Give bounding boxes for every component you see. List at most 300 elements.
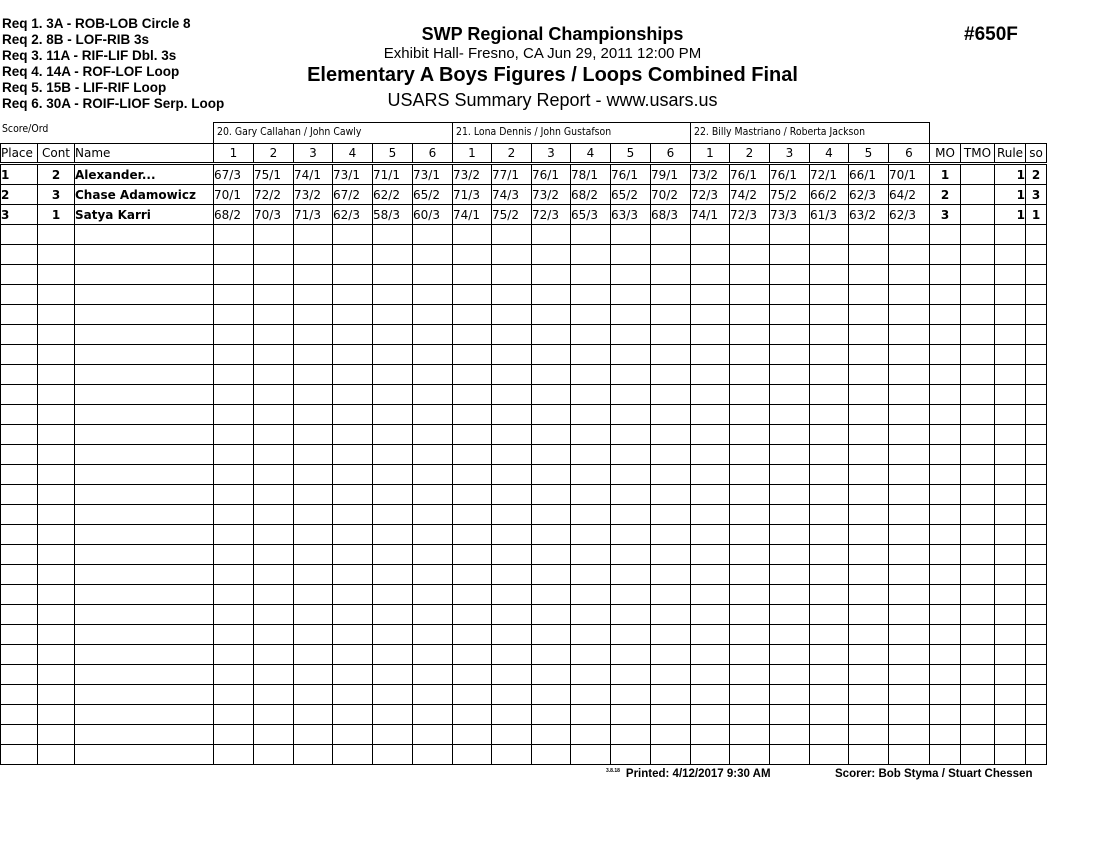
empty-cell <box>961 605 995 625</box>
empty-cell <box>333 745 373 765</box>
empty-cell <box>930 545 961 565</box>
empty-cell <box>849 445 889 465</box>
empty-cell <box>691 645 730 665</box>
empty-cell <box>611 225 651 245</box>
empty-cell <box>453 345 492 365</box>
empty-cell <box>849 565 889 585</box>
empty-cell <box>413 365 453 385</box>
col-j3-fig6: 6 <box>889 144 930 164</box>
empty-cell <box>413 625 453 645</box>
empty-cell <box>571 505 611 525</box>
empty-cell <box>995 325 1026 345</box>
empty-cell <box>889 505 930 525</box>
empty-cell <box>413 225 453 245</box>
empty-cell <box>1 265 38 285</box>
empty-cell <box>532 425 571 445</box>
empty-cell <box>691 285 730 305</box>
empty-cell <box>571 265 611 285</box>
empty-cell <box>413 385 453 405</box>
empty-row <box>1 665 1047 685</box>
empty-cell <box>930 385 961 405</box>
empty-cell <box>492 565 532 585</box>
empty-cell <box>611 485 651 505</box>
empty-cell <box>1 305 38 325</box>
empty-cell <box>532 285 571 305</box>
empty-cell <box>1026 445 1047 465</box>
empty-cell <box>214 365 254 385</box>
empty-cell <box>770 425 810 445</box>
empty-cell <box>294 685 333 705</box>
empty-cell <box>770 345 810 365</box>
empty-cell <box>254 525 294 545</box>
empty-cell <box>849 365 889 385</box>
empty-cell <box>492 705 532 725</box>
empty-cell <box>75 325 214 345</box>
empty-cell <box>961 485 995 505</box>
empty-cell <box>770 265 810 285</box>
empty-cell <box>889 565 930 585</box>
empty-cell <box>492 505 532 525</box>
empty-cell <box>889 365 930 385</box>
empty-cell <box>333 505 373 525</box>
empty-cell <box>254 485 294 505</box>
score-cell: 76/1 <box>730 164 770 185</box>
empty-cell <box>961 225 995 245</box>
empty-cell <box>930 625 961 645</box>
empty-cell <box>651 745 691 765</box>
empty-row <box>1 705 1047 725</box>
empty-cell <box>214 445 254 465</box>
empty-cell <box>1 365 38 385</box>
empty-cell <box>532 525 571 545</box>
empty-cell <box>961 425 995 445</box>
empty-cell <box>849 585 889 605</box>
empty-cell <box>294 605 333 625</box>
score-cell: 73/1 <box>333 164 373 185</box>
empty-cell <box>849 645 889 665</box>
empty-cell <box>492 625 532 645</box>
empty-cell <box>770 445 810 465</box>
empty-cell <box>373 345 413 365</box>
empty-cell <box>373 505 413 525</box>
empty-cell <box>810 565 849 585</box>
empty-cell <box>651 545 691 565</box>
tmo-cell <box>961 164 995 185</box>
score-cell: 65/3 <box>571 205 611 225</box>
empty-cell <box>1026 665 1047 685</box>
empty-cell <box>492 465 532 485</box>
empty-row <box>1 645 1047 665</box>
empty-cell <box>532 505 571 525</box>
empty-cell <box>691 425 730 445</box>
empty-cell <box>532 305 571 325</box>
empty-cell <box>930 325 961 345</box>
empty-cell <box>730 245 770 265</box>
empty-cell <box>453 725 492 745</box>
empty-cell <box>691 385 730 405</box>
empty-cell <box>373 385 413 405</box>
empty-cell <box>889 745 930 765</box>
empty-cell <box>333 285 373 305</box>
empty-row <box>1 305 1047 325</box>
empty-cell <box>889 285 930 305</box>
empty-cell <box>254 605 294 625</box>
empty-cell <box>333 705 373 725</box>
empty-cell <box>38 505 75 525</box>
requirement-3: Req 3. 11A - RIF-LIF Dbl. 3s <box>2 48 177 63</box>
empty-cell <box>532 545 571 565</box>
col-rule: Rule <box>995 144 1026 164</box>
empty-cell <box>810 745 849 765</box>
empty-cell <box>730 685 770 705</box>
score-cell: 68/2 <box>214 205 254 225</box>
empty-cell <box>611 465 651 485</box>
empty-cell <box>532 645 571 665</box>
empty-cell <box>810 485 849 505</box>
empty-cell <box>810 625 849 645</box>
empty-cell <box>333 245 373 265</box>
empty-cell <box>651 585 691 605</box>
empty-cell <box>730 665 770 685</box>
empty-cell <box>770 485 810 505</box>
empty-cell <box>38 365 75 385</box>
empty-cell <box>571 385 611 405</box>
empty-cell <box>254 565 294 585</box>
empty-cell <box>770 465 810 485</box>
empty-cell <box>849 465 889 485</box>
tmo-cell <box>961 185 995 205</box>
empty-cell <box>453 605 492 625</box>
empty-cell <box>691 745 730 765</box>
score-cell: 67/2 <box>333 185 373 205</box>
empty-row <box>1 465 1047 485</box>
empty-cell <box>691 405 730 425</box>
empty-cell <box>849 405 889 425</box>
empty-cell <box>849 325 889 345</box>
empty-cell <box>333 545 373 565</box>
empty-cell <box>38 465 75 485</box>
empty-cell <box>373 725 413 745</box>
cont-cell: 1 <box>38 205 75 225</box>
empty-cell <box>810 225 849 245</box>
empty-cell <box>995 705 1026 725</box>
empty-cell <box>333 385 373 405</box>
empty-cell <box>75 625 214 645</box>
empty-cell <box>75 385 214 405</box>
score-cell: 63/3 <box>611 205 651 225</box>
empty-cell <box>1026 745 1047 765</box>
empty-cell <box>730 605 770 625</box>
empty-cell <box>492 725 532 745</box>
empty-cell <box>770 625 810 645</box>
score-cell: 75/2 <box>492 205 532 225</box>
empty-cell <box>961 305 995 325</box>
empty-cell <box>373 565 413 585</box>
empty-cell <box>333 365 373 385</box>
empty-cell <box>453 705 492 725</box>
empty-row <box>1 585 1047 605</box>
empty-cell <box>1 725 38 745</box>
empty-cell <box>453 645 492 665</box>
empty-cell <box>1 525 38 545</box>
mo-cell: 2 <box>930 185 961 205</box>
score-cell: 72/3 <box>730 205 770 225</box>
empty-cell <box>571 645 611 665</box>
empty-cell <box>571 285 611 305</box>
score-cell: 74/1 <box>294 164 333 185</box>
score-cell: 76/1 <box>770 164 810 185</box>
empty-cell <box>333 565 373 585</box>
empty-cell <box>1 445 38 465</box>
empty-cell <box>254 625 294 645</box>
competition-title: SWP Regional Championships <box>421 24 684 44</box>
empty-cell <box>38 385 75 405</box>
empty-cell <box>995 545 1026 565</box>
empty-cell <box>1 345 38 365</box>
empty-cell <box>492 545 532 565</box>
empty-cell <box>571 305 611 325</box>
empty-cell <box>889 425 930 445</box>
empty-cell <box>1026 385 1047 405</box>
empty-cell <box>413 645 453 665</box>
empty-cell <box>995 505 1026 525</box>
empty-cell <box>413 705 453 725</box>
empty-cell <box>453 225 492 245</box>
empty-cell <box>995 525 1026 545</box>
empty-cell <box>611 665 651 685</box>
empty-cell <box>413 585 453 605</box>
empty-cell <box>38 605 75 625</box>
place-cell: 2 <box>1 185 38 205</box>
score-cell: 70/2 <box>651 185 691 205</box>
empty-cell <box>532 705 571 725</box>
empty-cell <box>75 425 214 445</box>
empty-row <box>1 545 1047 565</box>
empty-cell <box>611 505 651 525</box>
empty-cell <box>1 625 38 645</box>
empty-cell <box>75 245 214 265</box>
empty-cell <box>611 345 651 365</box>
judge-header-3: 22. Billy Mastriano / Roberta Jackson <box>690 122 930 143</box>
empty-cell <box>730 565 770 585</box>
score-cell: 78/1 <box>571 164 611 185</box>
empty-cell <box>651 425 691 445</box>
empty-cell <box>730 485 770 505</box>
empty-cell <box>492 345 532 365</box>
col-place: Place <box>1 144 38 164</box>
empty-cell <box>492 425 532 445</box>
empty-cell <box>611 685 651 705</box>
empty-cell <box>691 465 730 485</box>
empty-cell <box>214 525 254 545</box>
empty-cell <box>611 545 651 565</box>
empty-cell <box>810 525 849 545</box>
empty-cell <box>849 305 889 325</box>
col-j1-fig2: 2 <box>254 144 294 164</box>
requirement-5: Req 5. 15B - LIF-RIF Loop <box>2 80 167 95</box>
empty-cell <box>810 665 849 685</box>
score-cell: 65/2 <box>413 185 453 205</box>
empty-row <box>1 525 1047 545</box>
empty-cell <box>930 265 961 285</box>
empty-row <box>1 685 1047 705</box>
empty-cell <box>1026 505 1047 525</box>
empty-cell <box>889 585 930 605</box>
version-label: 3.8.18 <box>606 768 620 774</box>
empty-cell <box>961 725 995 745</box>
empty-cell <box>770 325 810 345</box>
empty-cell <box>730 525 770 545</box>
empty-cell <box>333 525 373 545</box>
empty-cell <box>373 225 413 245</box>
score-cell: 73/2 <box>294 185 333 205</box>
empty-cell <box>413 245 453 265</box>
empty-cell <box>995 305 1026 325</box>
empty-cell <box>995 285 1026 305</box>
empty-cell <box>532 485 571 505</box>
empty-cell <box>651 505 691 525</box>
empty-cell <box>75 345 214 365</box>
cont-cell: 2 <box>38 164 75 185</box>
empty-cell <box>532 445 571 465</box>
empty-cell <box>770 705 810 725</box>
empty-cell <box>730 345 770 365</box>
empty-cell <box>75 485 214 505</box>
empty-cell <box>214 625 254 645</box>
empty-cell <box>453 485 492 505</box>
col-tmo: TMO <box>961 144 995 164</box>
empty-cell <box>810 385 849 405</box>
empty-cell <box>492 245 532 265</box>
empty-row <box>1 505 1047 525</box>
empty-cell <box>930 505 961 525</box>
empty-cell <box>1 645 38 665</box>
empty-cell <box>1026 245 1047 265</box>
empty-cell <box>1 385 38 405</box>
empty-cell <box>1 545 38 565</box>
empty-cell <box>889 545 930 565</box>
score-cell: 79/1 <box>651 164 691 185</box>
empty-cell <box>254 545 294 565</box>
empty-cell <box>75 705 214 725</box>
empty-cell <box>492 665 532 685</box>
empty-cell <box>849 505 889 525</box>
empty-cell <box>810 365 849 385</box>
empty-cell <box>373 745 413 765</box>
empty-cell <box>38 345 75 365</box>
empty-cell <box>1026 645 1047 665</box>
empty-cell <box>571 465 611 485</box>
score-cell: 70/1 <box>889 164 930 185</box>
empty-cell <box>532 625 571 645</box>
name-cell: Chase Adamowicz <box>75 185 214 205</box>
empty-cell <box>810 345 849 365</box>
empty-cell <box>930 485 961 505</box>
empty-cell <box>1 245 38 265</box>
empty-cell <box>38 725 75 745</box>
empty-cell <box>651 465 691 485</box>
tmo-cell <box>961 205 995 225</box>
empty-cell <box>810 445 849 465</box>
empty-cell <box>254 305 294 325</box>
empty-cell <box>889 265 930 285</box>
empty-cell <box>961 665 995 685</box>
empty-cell <box>453 365 492 385</box>
col-mo: MO <box>930 144 961 164</box>
empty-cell <box>38 445 75 465</box>
col-j2-fig4: 4 <box>571 144 611 164</box>
empty-cell <box>961 745 995 765</box>
empty-cell <box>770 545 810 565</box>
place-cell: 3 <box>1 205 38 225</box>
empty-cell <box>532 265 571 285</box>
empty-cell <box>810 545 849 565</box>
empty-cell <box>1026 465 1047 485</box>
empty-cell <box>413 545 453 565</box>
empty-cell <box>651 345 691 365</box>
empty-cell <box>294 725 333 745</box>
empty-cell <box>38 585 75 605</box>
empty-cell <box>214 665 254 685</box>
score-cell: 75/2 <box>770 185 810 205</box>
empty-cell <box>333 345 373 365</box>
col-j3-fig5: 5 <box>849 144 889 164</box>
empty-cell <box>571 545 611 565</box>
empty-cell <box>889 645 930 665</box>
empty-cell <box>691 625 730 645</box>
empty-row <box>1 565 1047 585</box>
empty-cell <box>730 625 770 645</box>
empty-cell <box>38 405 75 425</box>
empty-cell <box>730 305 770 325</box>
empty-cell <box>810 645 849 665</box>
empty-cell <box>770 685 810 705</box>
empty-cell <box>214 705 254 725</box>
empty-cell <box>930 345 961 365</box>
empty-cell <box>75 745 214 765</box>
empty-row <box>1 725 1047 745</box>
empty-cell <box>611 285 651 305</box>
empty-cell <box>294 285 333 305</box>
empty-cell <box>849 725 889 745</box>
empty-cell <box>333 305 373 325</box>
empty-cell <box>770 725 810 745</box>
empty-cell <box>294 585 333 605</box>
empty-cell <box>294 445 333 465</box>
empty-cell <box>730 285 770 305</box>
empty-cell <box>571 485 611 505</box>
header-row <box>1 144 1047 164</box>
scorer-label: Scorer: Bob Styma / Stuart Chessen <box>835 768 1033 780</box>
empty-cell <box>730 705 770 725</box>
empty-cell <box>294 405 333 425</box>
requirement-1: Req 1. 3A - ROB-LOB Circle 8 <box>2 16 191 31</box>
empty-cell <box>294 665 333 685</box>
empty-cell <box>995 465 1026 485</box>
empty-cell <box>38 425 75 445</box>
empty-cell <box>571 665 611 685</box>
empty-cell <box>611 605 651 625</box>
score-cell: 72/2 <box>254 185 294 205</box>
empty-cell <box>930 645 961 665</box>
empty-cell <box>333 685 373 705</box>
empty-cell <box>373 325 413 345</box>
col-j1-fig6: 6 <box>413 144 453 164</box>
empty-cell <box>849 525 889 545</box>
empty-cell <box>492 585 532 605</box>
score-cell: 62/3 <box>849 185 889 205</box>
empty-cell <box>849 265 889 285</box>
